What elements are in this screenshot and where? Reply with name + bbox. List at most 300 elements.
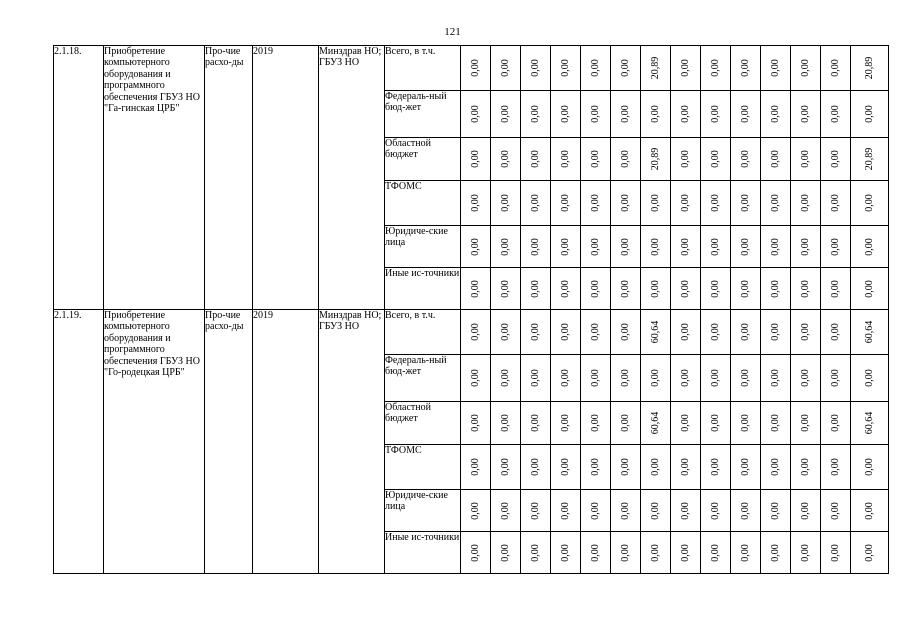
value-text: 60,64: [649, 411, 661, 435]
value-text: 0,00: [499, 279, 511, 298]
value-cell: [611, 445, 641, 490]
value-cell: [611, 91, 641, 138]
value-text: 0,00: [529, 369, 541, 387]
value-cell: [821, 181, 851, 226]
value-cell: [851, 402, 889, 445]
value-cell: [491, 91, 521, 138]
value-text: 0,00: [799, 194, 811, 212]
value-cell: [671, 181, 701, 226]
value-cell: [521, 490, 551, 532]
value-cell: [851, 181, 889, 226]
value-text: 0,00: [863, 458, 875, 476]
value-text: 0,00: [769, 194, 781, 212]
value-cell: [761, 445, 791, 490]
value-text: 0,00: [829, 414, 841, 432]
value-cell: [821, 226, 851, 268]
value-cell: [731, 226, 761, 268]
value-text: 0,00: [829, 59, 841, 77]
value-cell: [731, 181, 761, 226]
value-cell: [671, 138, 701, 181]
value-cell: [761, 355, 791, 402]
value-text: 0,00: [499, 150, 511, 168]
value-cell: [491, 402, 521, 445]
funding-source: Областной бюджет: [385, 138, 461, 181]
funding-source: ТФОМС: [385, 181, 461, 226]
value-text: 0,00: [529, 237, 541, 256]
value-text: 0,00: [829, 237, 841, 256]
value-cell: [821, 490, 851, 532]
value-cell: [581, 532, 611, 574]
value-cell: [701, 138, 731, 181]
value-cell: [461, 355, 491, 402]
funding-source: Областной бюджет: [385, 402, 461, 445]
value-text: 0,00: [769, 59, 781, 77]
value-cell: [791, 355, 821, 402]
value-cell: [581, 310, 611, 355]
value-cell: [641, 46, 671, 91]
value-text: 0,00: [829, 150, 841, 168]
funding-source: Всего, в т.ч.: [385, 46, 461, 91]
value-cell: [551, 310, 581, 355]
value-text: 0,00: [559, 323, 571, 341]
funding-source: Иные ис-точники: [385, 268, 461, 310]
value-text: 60,64: [863, 320, 875, 344]
value-cell: [701, 268, 731, 310]
value-cell: [761, 268, 791, 310]
value-text: 0,00: [739, 543, 751, 562]
value-cell: [611, 181, 641, 226]
value-text: 0,00: [709, 323, 721, 341]
item-category: Про-чие расхо-ды: [205, 310, 253, 574]
value-text: 0,00: [589, 105, 601, 123]
value-text: 0,00: [649, 105, 661, 123]
value-text: 0,00: [829, 105, 841, 123]
value-text: 0,00: [649, 501, 661, 520]
value-text: 0,00: [679, 105, 691, 123]
value-text: 0,00: [799, 59, 811, 77]
value-cell: [821, 91, 851, 138]
value-text: 0,00: [799, 323, 811, 341]
value-text: 0,00: [863, 105, 875, 123]
value-text: 60,64: [863, 411, 875, 435]
value-cell: [551, 532, 581, 574]
value-cell: [851, 532, 889, 574]
value-text: 0,00: [619, 105, 631, 123]
value-text: 0,00: [559, 414, 571, 432]
value-text: 0,00: [739, 323, 751, 341]
table-row: [54, 46, 889, 91]
value-text: 0,00: [709, 150, 721, 168]
value-text: 0,00: [469, 279, 481, 298]
value-text: 0,00: [863, 194, 875, 212]
value-cell: [731, 310, 761, 355]
value-text: 0,00: [529, 501, 541, 520]
value-cell: [461, 138, 491, 181]
value-text: 0,00: [529, 59, 541, 77]
value-cell: [461, 226, 491, 268]
value-cell: [491, 310, 521, 355]
value-cell: [581, 181, 611, 226]
value-text: 0,00: [589, 194, 601, 212]
item-year: 2019: [253, 310, 319, 574]
value-cell: [521, 445, 551, 490]
value-text: 0,00: [863, 369, 875, 387]
value-cell: [851, 46, 889, 91]
value-text: 0,00: [499, 59, 511, 77]
value-text: 0,00: [863, 279, 875, 298]
value-cell: [701, 490, 731, 532]
value-text: 0,00: [679, 279, 691, 298]
value-cell: [551, 402, 581, 445]
value-text: 0,00: [863, 501, 875, 520]
value-text: 0,00: [619, 369, 631, 387]
value-text: 0,00: [649, 237, 661, 256]
value-cell: [851, 91, 889, 138]
value-text: 0,00: [799, 237, 811, 256]
value-cell: [731, 445, 761, 490]
value-cell: [461, 91, 491, 138]
item-year: 2019: [253, 46, 319, 310]
value-cell: [641, 138, 671, 181]
value-cell: [731, 490, 761, 532]
value-text: 0,00: [649, 279, 661, 298]
value-text: 0,00: [769, 105, 781, 123]
value-text: 0,00: [739, 237, 751, 256]
value-text: 0,00: [829, 369, 841, 387]
value-cell: [671, 490, 701, 532]
value-cell: [461, 402, 491, 445]
value-text: 0,00: [619, 59, 631, 77]
value-cell: [731, 268, 761, 310]
value-cell: [761, 532, 791, 574]
value-cell: [611, 46, 641, 91]
value-text: 0,00: [619, 237, 631, 256]
value-cell: [671, 226, 701, 268]
value-cell: [491, 138, 521, 181]
value-text: 0,00: [799, 105, 811, 123]
value-text: 0,00: [559, 150, 571, 168]
value-cell: [731, 91, 761, 138]
value-cell: [761, 181, 791, 226]
value-cell: [521, 268, 551, 310]
value-cell: [701, 181, 731, 226]
value-text: 0,00: [469, 369, 481, 387]
value-text: 0,00: [469, 458, 481, 476]
value-cell: [581, 268, 611, 310]
value-cell: [701, 355, 731, 402]
value-text: 0,00: [589, 501, 601, 520]
value-text: 0,00: [559, 194, 571, 212]
value-cell: [791, 268, 821, 310]
value-cell: [611, 490, 641, 532]
value-cell: [821, 268, 851, 310]
value-text: 0,00: [559, 458, 571, 476]
value-cell: [821, 402, 851, 445]
value-cell: [791, 138, 821, 181]
value-text: 0,00: [769, 458, 781, 476]
value-text: 0,00: [469, 543, 481, 562]
value-cell: [701, 226, 731, 268]
item-code: 2.1.19.: [54, 310, 104, 574]
value-text: 0,00: [589, 414, 601, 432]
value-text: 0,00: [649, 194, 661, 212]
value-cell: [671, 445, 701, 490]
funding-source: Федераль-ный бюд-жет: [385, 91, 461, 138]
value-text: 0,00: [589, 543, 601, 562]
value-text: 0,00: [679, 458, 691, 476]
value-text: 0,00: [679, 59, 691, 77]
value-cell: [581, 402, 611, 445]
value-cell: [551, 445, 581, 490]
value-text: 0,00: [799, 501, 811, 520]
funding-source: Всего, в т.ч.: [385, 310, 461, 355]
value-cell: [641, 532, 671, 574]
value-text: 0,00: [469, 501, 481, 520]
value-text: 0,00: [499, 369, 511, 387]
value-cell: [491, 532, 521, 574]
value-text: 0,00: [499, 105, 511, 123]
value-text: 0,00: [679, 150, 691, 168]
value-cell: [551, 268, 581, 310]
value-cell: [521, 355, 551, 402]
value-text: 20,89: [863, 147, 875, 171]
value-text: 0,00: [499, 237, 511, 256]
value-cell: [821, 310, 851, 355]
value-cell: [701, 46, 731, 91]
table-row: [54, 310, 889, 355]
value-cell: [641, 268, 671, 310]
value-text: 0,00: [499, 501, 511, 520]
value-cell: [581, 91, 611, 138]
value-text: 0,00: [739, 414, 751, 432]
value-text: 0,00: [559, 543, 571, 562]
value-text: 0,00: [829, 458, 841, 476]
page-number: 121: [444, 26, 461, 38]
value-text: 0,00: [499, 414, 511, 432]
value-text: 0,00: [529, 323, 541, 341]
value-text: 60,64: [649, 320, 661, 344]
value-text: 0,00: [709, 501, 721, 520]
value-cell: [701, 310, 731, 355]
value-cell: [491, 355, 521, 402]
value-text: 0,00: [529, 105, 541, 123]
value-cell: [581, 226, 611, 268]
value-text: 0,00: [469, 150, 481, 168]
value-cell: [791, 445, 821, 490]
value-cell: [791, 46, 821, 91]
budget-table: [53, 45, 889, 574]
value-text: 0,00: [559, 59, 571, 77]
item-executor: Минздрав НО; ГБУЗ НО: [319, 46, 385, 310]
value-cell: [821, 355, 851, 402]
value-text: 0,00: [739, 150, 751, 168]
value-text: 0,00: [709, 105, 721, 123]
funding-source: Юридиче-ские лица: [385, 226, 461, 268]
value-cell: [611, 355, 641, 402]
value-cell: [791, 532, 821, 574]
value-text: 0,00: [589, 458, 601, 476]
value-cell: [491, 46, 521, 91]
value-cell: [461, 532, 491, 574]
value-cell: [851, 138, 889, 181]
value-text: 0,00: [469, 59, 481, 77]
value-text: 0,00: [679, 323, 691, 341]
item-category: Про-чие расхо-ды: [205, 46, 253, 310]
value-text: 0,00: [709, 194, 721, 212]
value-text: 0,00: [469, 194, 481, 212]
value-cell: [641, 310, 671, 355]
value-text: 0,00: [649, 543, 661, 562]
value-text: 0,00: [589, 323, 601, 341]
value-cell: [521, 138, 551, 181]
value-cell: [701, 402, 731, 445]
value-text: 0,00: [709, 369, 721, 387]
value-text: 0,00: [619, 323, 631, 341]
funding-source: Федераль-ный бюд-жет: [385, 355, 461, 402]
value-text: 0,00: [829, 543, 841, 562]
value-cell: [581, 355, 611, 402]
value-cell: [461, 181, 491, 226]
value-text: 0,00: [739, 458, 751, 476]
value-text: 0,00: [529, 279, 541, 298]
value-cell: [611, 532, 641, 574]
value-text: 0,00: [679, 237, 691, 256]
value-text: 0,00: [499, 194, 511, 212]
value-cell: [521, 402, 551, 445]
value-text: 0,00: [619, 194, 631, 212]
value-cell: [731, 355, 761, 402]
value-text: 0,00: [679, 194, 691, 212]
value-cell: [821, 138, 851, 181]
value-text: 0,00: [769, 369, 781, 387]
value-cell: [731, 46, 761, 91]
value-cell: [491, 226, 521, 268]
item-code: 2.1.18.: [54, 46, 104, 310]
value-cell: [581, 138, 611, 181]
value-text: 0,00: [469, 414, 481, 432]
value-cell: [461, 46, 491, 91]
value-text: 0,00: [829, 501, 841, 520]
value-cell: [641, 226, 671, 268]
item-name: Приобретение компьютерного оборудования и программного обеспечения ГБУЗ НО "Го-родецкая ЦРБ": [104, 310, 205, 574]
value-text: 0,00: [739, 105, 751, 123]
value-text: 0,00: [829, 194, 841, 212]
value-cell: [671, 46, 701, 91]
value-text: 0,00: [799, 150, 811, 168]
value-cell: [581, 490, 611, 532]
value-cell: [821, 532, 851, 574]
value-cell: [641, 91, 671, 138]
item-executor: Минздрав НО; ГБУЗ НО: [319, 310, 385, 574]
value-text: 0,00: [709, 414, 721, 432]
value-text: 0,00: [769, 323, 781, 341]
value-cell: [611, 402, 641, 445]
value-text: 0,00: [863, 543, 875, 562]
value-cell: [611, 310, 641, 355]
value-text: 20,89: [649, 56, 661, 80]
budget-table-body: [54, 46, 889, 574]
value-text: 0,00: [589, 150, 601, 168]
value-text: 0,00: [799, 369, 811, 387]
value-text: 0,00: [829, 279, 841, 298]
value-text: 0,00: [679, 369, 691, 387]
value-cell: [791, 402, 821, 445]
value-cell: [641, 402, 671, 445]
value-text: 0,00: [559, 279, 571, 298]
value-cell: [641, 181, 671, 226]
value-text: 20,89: [649, 147, 661, 171]
value-cell: [521, 46, 551, 91]
value-cell: [671, 402, 701, 445]
value-cell: [491, 181, 521, 226]
value-text: 0,00: [529, 150, 541, 168]
value-text: 0,00: [619, 501, 631, 520]
funding-source: ТФОМС: [385, 445, 461, 490]
value-cell: [521, 226, 551, 268]
value-text: 0,00: [499, 323, 511, 341]
value-cell: [641, 490, 671, 532]
value-text: 0,00: [589, 59, 601, 77]
value-cell: [791, 226, 821, 268]
value-cell: [821, 46, 851, 91]
value-cell: [791, 490, 821, 532]
value-text: 0,00: [559, 105, 571, 123]
value-text: 0,00: [469, 105, 481, 123]
value-cell: [671, 91, 701, 138]
value-text: 0,00: [769, 501, 781, 520]
value-text: 0,00: [709, 458, 721, 476]
value-cell: [581, 445, 611, 490]
value-cell: [761, 46, 791, 91]
value-cell: [581, 46, 611, 91]
value-cell: [551, 91, 581, 138]
value-text: 0,00: [739, 501, 751, 520]
value-cell: [671, 532, 701, 574]
value-text: 0,00: [589, 369, 601, 387]
value-cell: [671, 310, 701, 355]
value-cell: [611, 138, 641, 181]
value-cell: [701, 445, 731, 490]
value-cell: [851, 490, 889, 532]
value-cell: [851, 355, 889, 402]
value-text: 0,00: [709, 543, 721, 562]
value-cell: [761, 138, 791, 181]
value-text: 20,89: [863, 56, 875, 80]
value-cell: [731, 138, 761, 181]
value-cell: [641, 445, 671, 490]
value-cell: [821, 445, 851, 490]
value-text: 0,00: [649, 458, 661, 476]
value-text: 0,00: [499, 543, 511, 562]
value-cell: [461, 490, 491, 532]
value-text: 0,00: [529, 194, 541, 212]
value-cell: [551, 490, 581, 532]
value-cell: [551, 355, 581, 402]
value-text: 0,00: [679, 501, 691, 520]
value-cell: [551, 226, 581, 268]
value-cell: [641, 355, 671, 402]
value-text: 0,00: [469, 237, 481, 256]
value-text: 0,00: [529, 543, 541, 562]
value-text: 0,00: [469, 323, 481, 341]
value-text: 0,00: [739, 369, 751, 387]
value-text: 0,00: [769, 150, 781, 168]
funding-source: Иные ис-точники: [385, 532, 461, 574]
value-cell: [731, 532, 761, 574]
value-cell: [551, 138, 581, 181]
value-cell: [851, 445, 889, 490]
value-text: 0,00: [529, 458, 541, 476]
